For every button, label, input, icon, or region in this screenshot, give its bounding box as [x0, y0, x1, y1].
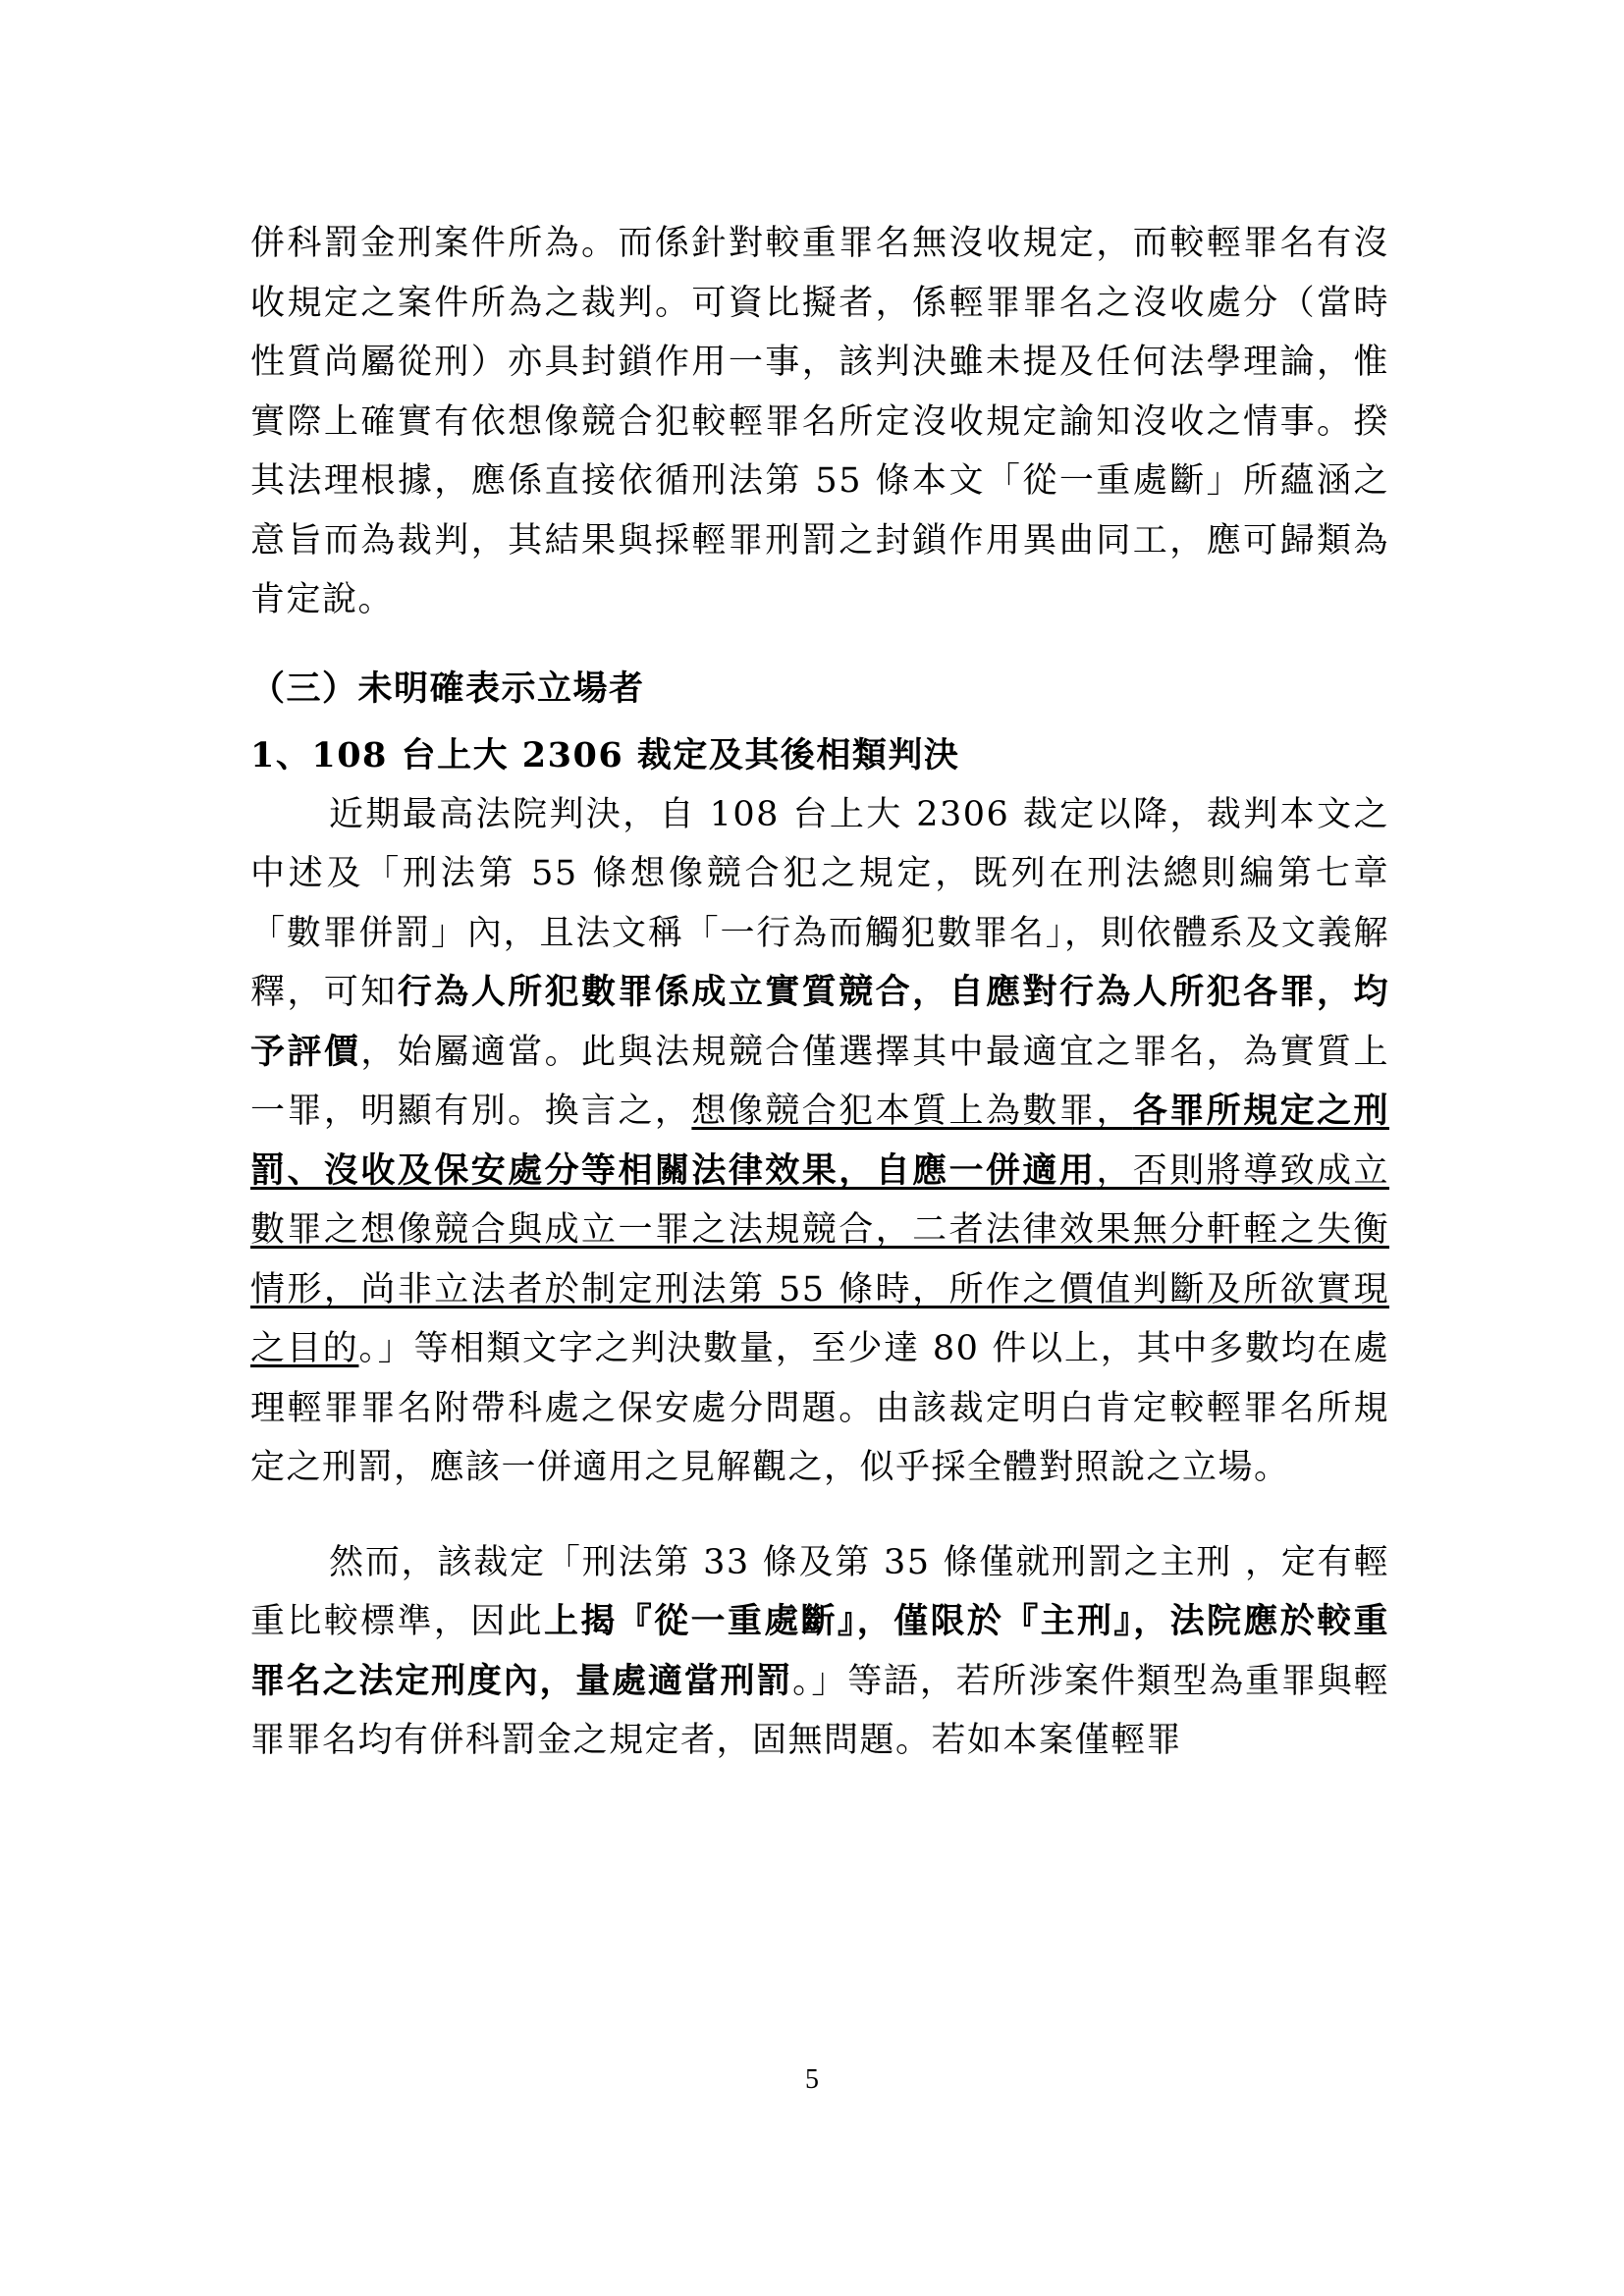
underlined-text-run: ，否則將導致成立數罪之想像競合與成立一罪之法規競合，二者法律效果無分軒輊之失衡情形，尚非立法者於制定刑法第 55 條時，所作之價值判斷及所欲實現之目的 [250, 1150, 1389, 1368]
paragraph-critique [250, 1533, 1389, 1771]
paragraph-continued [250, 214, 1389, 630]
section-heading: （三）未明確表示立場者 [250, 667, 645, 709]
text-run: 然而，該裁定「刑法第 33 條及第 35 條僅就刑罰之主刑 ，定有輕重比較標準，因此 [250, 1542, 1389, 1641]
underlined-text-run: 想像競合犯本質上為數罪， [691, 1092, 1133, 1131]
text-run: ，始屬適當。此與法規競合僅選擇其中最適宜之罪名，為實質上一罪，明顯有別。換言之， [250, 1032, 1389, 1131]
paragraph-text: 併科罰金刑案件所為。而係針對較重罪名無沒收規定，而較輕罪名有沒收規定之案件所為之裁判。可資比擬者，係輕罪罪名之沒收處分（當時性質尚屬從刑）亦具封鎖作用一事，該判決雖未提及任何法學理論，惟實際上確實有依想像競合犯較輕罪名所定沒收規定諭知沒收之情事。揆其法理根據，應係直接依循刑法第 55 條本文「從一重處斷」所蘊涵之意旨而為裁判，其結果與採輕罪刑罰之封鎖作用異曲同工，應可歸類為肯定說。 [250, 224, 1389, 619]
subsection-heading: 1、108 台上大 2306 裁定及其後相類判決 [250, 734, 960, 775]
bold-text-run: 各罪所規定之刑罰、沒收及保安處分等相關法律效果，自應一併適用 [250, 1091, 1389, 1191]
paragraph-ruling-analysis [250, 785, 1389, 1498]
page-number: 5 [805, 2064, 819, 2095]
document-body [250, 214, 1389, 1771]
text-run: 近期最高法院判決，自 108 台上大 2306 裁定以降，裁判本文之中述及「刑法第 55 條想像競合犯之規定，既列在刑法總則編第七章「數罪併罰」內，且法文稱「一行為而觸犯數罪名」，則依體系及文義解釋，可知 [250, 794, 1389, 1012]
text-run: 。」等相類文字之判決數量，至少達 80 件以上，其中多數均在處理輕罪罪名附帶科處之保安處分問題。由該裁定明白肯定較輕罪名所規定之刑罰，應該一併適用之見解觀之，似乎採全體對照說之立場。 [250, 1329, 1389, 1487]
bold-text-run: 行為人所犯數罪係成立實質競合，自應對行為人所犯各罪，均予評價 [250, 972, 1389, 1072]
text-run: 。」等語，若所涉案件類型為重罪與輕罪罪名均有併科罰金之規定者，固無問題。若如本案僅輕罪 [250, 1661, 1389, 1760]
bold-text-run: 上揭『從一重處斷』，僅限於『主刑』，法院應於較重罪名之法定刑度內，量處適當刑罰 [250, 1601, 1389, 1701]
